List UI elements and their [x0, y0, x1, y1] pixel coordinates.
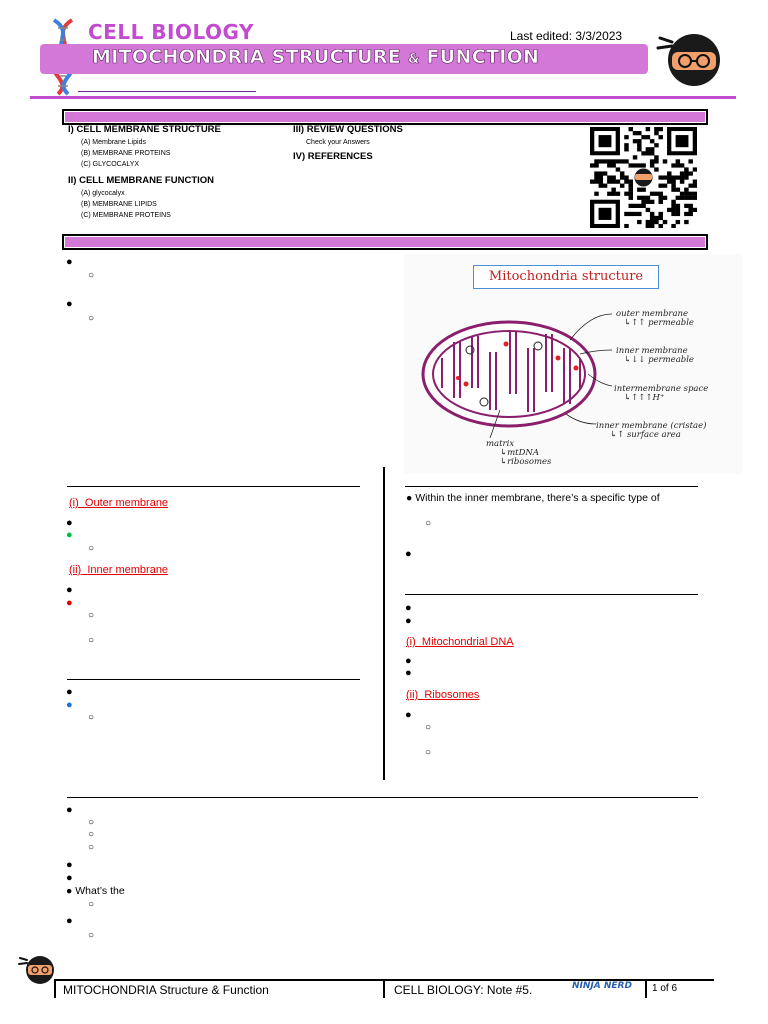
toc-heading[interactable]: II) CELL MEMBRANE FUNCTION: [68, 175, 215, 186]
toc-item[interactable]: (B) MEMBRANE LIPIDS: [81, 201, 157, 208]
intro-text: Within the inner membrane, there’s a specific type of: [415, 492, 660, 504]
heading-text: Outer membrane: [84, 497, 169, 509]
label-cristae-note: ↳↑ surface area: [610, 430, 681, 440]
sub-bullet: ○: [88, 543, 95, 554]
title-end: FUNCTION: [426, 46, 540, 68]
heading-number: (ii): [406, 689, 419, 701]
bullet-green: ●: [66, 529, 73, 541]
bullet: ●: [66, 298, 73, 310]
label-intermembrane-space: intermembrane space: [614, 384, 709, 394]
label-mtdna: ↳mtDNA: [500, 448, 539, 458]
column-divider: [383, 467, 385, 780]
toc-item[interactable]: (C) MEMBRANE PROTEINS: [81, 212, 171, 219]
diagram-leader-lines: [420, 300, 620, 440]
ninja-mascot-icon: [654, 28, 724, 90]
ninja-nerd-logo: NINJA NERD: [572, 981, 632, 991]
sub-bullet: ○: [88, 930, 95, 941]
footer-tick: [645, 980, 647, 998]
divider-line: [405, 486, 698, 487]
diagram-title: Mitochondria structure: [473, 265, 659, 289]
bullet-red: ●: [66, 597, 73, 609]
toc-item[interactable]: (C) GLYCOCALYX: [81, 161, 140, 168]
heading-text: Inner membrane: [87, 564, 169, 576]
page-title: [92, 46, 539, 68]
footer-tick: [54, 980, 56, 998]
label-ims-note: ↳↑↑↑H⁺: [624, 393, 665, 403]
bullet: ●: [405, 655, 412, 667]
sub-bullet: ○: [88, 313, 95, 324]
label-inner-membrane: inner membrane: [616, 346, 688, 356]
ribosomes-heading: [406, 689, 479, 701]
content-section-bar: [62, 234, 708, 250]
sub-bullet: ○: [88, 610, 95, 621]
footer-tick: [383, 980, 385, 998]
header-rule: [30, 96, 736, 99]
bullet: ●: [66, 517, 73, 529]
bullet-blue: ●: [66, 699, 73, 711]
divider-line: [67, 679, 360, 680]
toc-item[interactable]: (A) Membrane Lipids: [81, 139, 146, 146]
toc-item[interactable]: Check your Answers: [306, 139, 370, 146]
question-text: What’s the: [75, 885, 125, 897]
footer-note-number: CELL BIOLOGY: Note #5.: [394, 983, 533, 997]
page-number: 1 of 6: [652, 983, 678, 994]
sub-bullet: ○: [88, 817, 95, 828]
divider-line: [67, 797, 698, 798]
last-edited: Last edited: 3/3/2023: [510, 29, 623, 43]
subject-title: CELL BIOLOGY: [88, 20, 254, 44]
ninja-footer-icon: [16, 952, 56, 986]
sub-bullet: ○: [88, 829, 95, 840]
bullet: ●: [66, 859, 73, 871]
bullet: ●: [405, 548, 412, 560]
heading-number: (i): [406, 636, 416, 648]
bullet: ●: [405, 667, 412, 679]
bullet: ●: [405, 709, 412, 721]
toc-heading[interactable]: IV) REFERENCES: [293, 151, 373, 162]
inner-membrane-intro: ● Within the inner membrane, there’s a specific type of: [406, 492, 660, 504]
bullet: ●: [66, 686, 73, 698]
sub-bullet: ○: [88, 270, 95, 281]
bullet: ●: [66, 256, 73, 268]
title-main: MITOCHONDRIA STRUCTURE: [92, 46, 402, 68]
name-underline: [78, 91, 256, 92]
outer-membrane-heading: [69, 497, 168, 509]
sub-bullet: ○: [88, 712, 95, 723]
bullet: ●: [66, 872, 73, 884]
heading-text: Mitochondrial DNA: [421, 636, 514, 648]
toc-section-bar: [62, 109, 708, 125]
bullet: ●: [405, 615, 412, 627]
toc-column-1: [68, 124, 288, 221]
label-ribosomes: ↳ribosomes: [500, 457, 552, 467]
label-inner-note: ↳↓↓ permeable: [624, 355, 694, 365]
mtdna-heading: [406, 636, 514, 648]
heading-text: Ribosomes: [424, 689, 480, 701]
label-outer-membrane: outer membrane: [616, 309, 689, 319]
title-amp: &: [407, 52, 420, 67]
question-bullet: ● What’s the: [66, 885, 125, 897]
toc-item[interactable]: (A) glycocalyx: [81, 190, 125, 197]
divider-line: [405, 594, 698, 595]
toc-heading[interactable]: I) CELL MEMBRANE STRUCTURE: [68, 124, 221, 135]
bullet: ●: [66, 804, 73, 816]
sub-bullet: ○: [425, 747, 432, 758]
inner-membrane-heading: [69, 564, 168, 576]
toc-heading[interactable]: III) REVIEW QUESTIONS: [293, 124, 403, 135]
sub-bullet: ○: [425, 722, 432, 733]
bullet: ●: [66, 915, 73, 927]
label-matrix: matrix: [486, 439, 515, 449]
label-outer-note: ↳↑↑ permeable: [624, 318, 694, 328]
footer-doc-title: MITOCHONDRIA Structure & Function: [63, 983, 269, 997]
toc-column-2: [293, 124, 493, 162]
heading-number: (i): [69, 497, 79, 509]
sub-bullet: ○: [425, 518, 432, 529]
label-cristae: inner membrane (cristae): [596, 421, 707, 431]
divider-line: [67, 486, 360, 487]
sub-bullet: ○: [88, 842, 95, 853]
sub-bullet: ○: [88, 635, 95, 646]
bullet: ●: [405, 602, 412, 614]
qr-code-icon[interactable]: [590, 127, 697, 228]
toc-item[interactable]: (B) MEMBRANE PROTEINS: [81, 150, 171, 157]
bullet: ●: [66, 584, 73, 596]
sub-bullet: ○: [88, 899, 95, 910]
heading-number: (ii): [69, 564, 82, 576]
